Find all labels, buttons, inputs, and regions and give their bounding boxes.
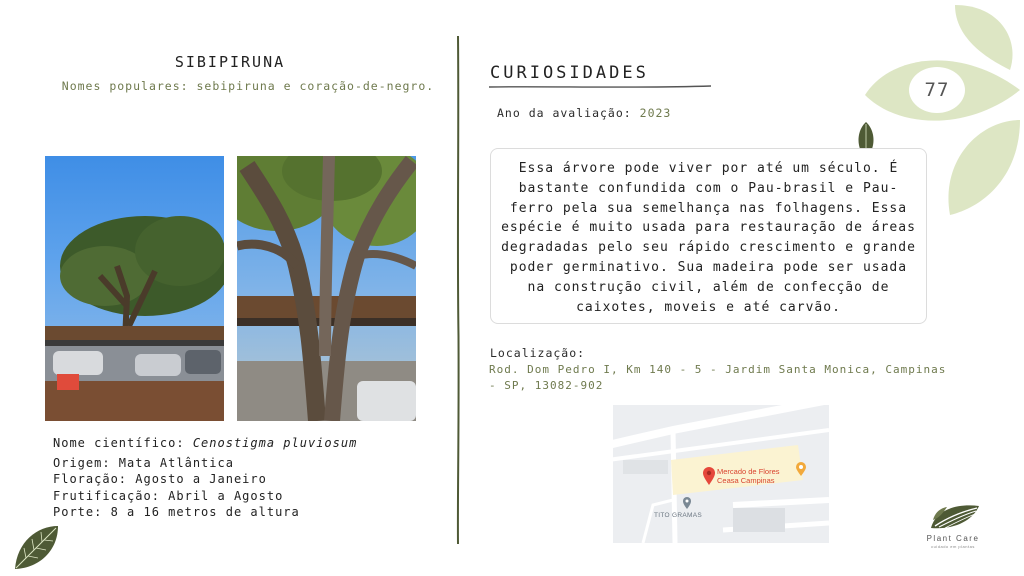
map-nearby-label: TITO GRAMAS [654,512,702,519]
location-map[interactable] [613,405,829,543]
tree-name-heading: SIBIPIRUNA [174,53,286,71]
scientific-name-label: Nome científico: [53,436,185,450]
leaf-decoration-bottom-left [12,522,62,572]
location-address: Rod. Dom Pedro I, Km 140 - 5 - Jardim Santa Monica, Campinas - SP, 13082-902 [489,363,947,392]
brand-name: Plant Care [926,534,980,543]
map-pin-icon [702,466,716,486]
map-place-label [717,467,780,485]
size: Porte: 8 a 16 metros de altura [53,505,300,519]
flowering: Floração: Agosto a Janeiro [53,472,267,486]
page-number: 77 [909,67,965,113]
brand-tagline: cuidado em plantas [931,544,975,549]
map-place-line1: Mercado de Flores [717,467,780,476]
map-nearby-pin-icon [682,496,692,510]
tree-photo-trunk [237,156,416,421]
location-label: Localização: [490,346,586,360]
evaluation-year-label: Ano da avaliação: [497,106,632,120]
curiosities-text: Essa árvore pode viver por até um século. É bastante confundida com o Pau-brasil e Pau-ferro pela sua semelhança nas folhagens. Essa espécie é muito usada para restauração de áreas degradadas pelo seu rápido crescimento e grande poder germinativo. Sua madeira pode ser usada na construção civil, além de confecção de caixotes, moveis e até carvão. [490,148,927,324]
evaluation-year-value: 2023 [639,106,672,120]
popular-names: Nomes populares: sebipiruna e coração-de-negro. [61,79,435,93]
map-poi-icon [795,461,807,477]
scientific-name [53,435,357,452]
evaluation-year [497,106,671,120]
heading-underline [489,84,711,90]
tree-photo-wide [45,156,224,421]
scientific-name-value: Cenostigma pluviosum [192,436,358,450]
plant-care-logo-icon [929,500,981,532]
map-place-line2: Ceasa Campinas [717,476,775,485]
fruiting: Frutificação: Abril a Agosto [53,489,284,503]
curiosities-heading: CURIOSIDADES [490,63,649,83]
origin: Origem: Mata Atlântica [53,456,234,470]
column-divider [456,36,460,544]
